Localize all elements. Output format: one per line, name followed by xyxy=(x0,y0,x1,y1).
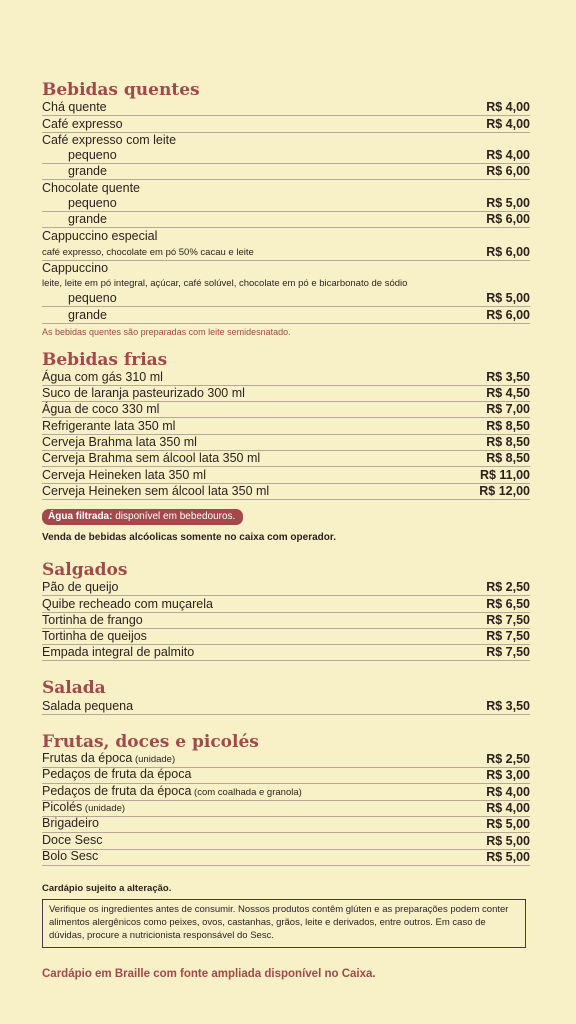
section-title-salada: Salada xyxy=(42,678,106,699)
section-title-cold: Bebidas frias xyxy=(42,349,168,370)
item-name: Doce Sesc xyxy=(42,832,103,847)
menu-item xyxy=(42,752,530,768)
menu-item xyxy=(42,291,530,307)
menu xyxy=(42,80,530,980)
item-name: Tortinha de frango xyxy=(42,612,143,627)
section-title-frutas: Frutas, doces e picolés xyxy=(42,731,259,752)
item-name: Empada integral de palmito xyxy=(42,645,195,660)
menu-item xyxy=(42,613,530,629)
item-name: Cerveja Brahma lata 350 ml xyxy=(42,435,197,450)
menu-item xyxy=(42,402,530,418)
item-name: Cerveja Brahma sem álcool lata 350 ml xyxy=(42,451,261,466)
item-name: Salada pequena xyxy=(42,698,134,713)
item-price: R$ 3,00 xyxy=(486,768,530,783)
menu-item xyxy=(42,418,530,434)
menu-item xyxy=(42,116,530,132)
item-price: R$ 2,50 xyxy=(486,752,530,767)
item-price: R$ 2,50 xyxy=(486,580,530,595)
item-price: R$ 7,50 xyxy=(486,645,530,660)
item-price: R$ 4,00 xyxy=(486,148,530,163)
item-price: R$ 4,00 xyxy=(486,784,530,799)
hot-drinks-note: As bebidas quentes são preparadas com leite semidesnatado. xyxy=(42,326,291,337)
item-name: Picolés xyxy=(42,799,83,814)
item-detail: (unidade) xyxy=(132,754,176,766)
item-price: R$ 3,50 xyxy=(486,698,530,713)
item-name: Pedaços de fruta da época xyxy=(42,783,192,798)
item-name: Chocolate quente xyxy=(42,180,140,195)
item-price: R$ 4,00 xyxy=(486,800,530,815)
item-price: R$ 5,00 xyxy=(486,817,530,832)
item-price: R$ 12,00 xyxy=(479,483,530,498)
menu-item xyxy=(42,451,530,467)
item-name: Bolo Sesc xyxy=(42,848,99,863)
menu-item xyxy=(42,801,530,817)
menu-item xyxy=(42,435,530,451)
menu-group-header xyxy=(42,228,530,243)
section-title-salgados: Salgados xyxy=(42,559,128,580)
menu-item xyxy=(42,596,530,612)
item-price: R$ 7,50 xyxy=(486,612,530,627)
menu-item xyxy=(42,467,530,483)
menu-item xyxy=(42,164,530,180)
item-detail: (com coalhada e granola) xyxy=(191,786,302,798)
item-name: grande xyxy=(68,212,107,227)
item-name: Quibe recheado com muçarela xyxy=(42,596,213,611)
item-price: R$ 11,00 xyxy=(479,467,530,482)
item-name: Cerveja Heineken sem álcool lata 350 ml xyxy=(42,483,270,498)
item-price: R$ 7,00 xyxy=(486,402,530,417)
item-price: R$ 4,00 xyxy=(486,100,530,115)
item-price: R$ 4,00 xyxy=(486,116,530,131)
item-name: pequeno xyxy=(68,148,117,163)
item-name: pequeno xyxy=(68,291,117,306)
menu-item xyxy=(42,629,530,645)
filtered-water-text: disponível em bebedouros. xyxy=(112,510,236,522)
item-name: Cappuccino xyxy=(42,260,109,275)
menu-item xyxy=(42,768,530,784)
item-price: R$ 5,00 xyxy=(486,833,530,848)
item-name: Cerveja Heineken lata 350 ml xyxy=(42,467,206,482)
item-name: Chá quente xyxy=(42,100,107,115)
filtered-water-label: Água filtrada: xyxy=(48,510,113,522)
menu-item xyxy=(42,833,530,849)
menu-item xyxy=(42,817,530,833)
braille-note: Cardápio em Braille com fonte ampliada disponível no Caixa. xyxy=(42,967,376,980)
menu-item xyxy=(42,370,530,386)
allergen-notice: Verifique os ingredientes antes de consumir. Nossos produtos contêm glúten e as preparações podem conter alimentos alergênicos como peixes, ovos, castanhas, grãos, leite e derivados, entre outros. Em caso de dúvidas, procure a nutricionista responsável do Sesc. xyxy=(42,899,526,948)
menu-item xyxy=(42,645,530,661)
menu-item xyxy=(42,307,530,323)
subject-to-change-note: Cardápio sujeito a alteração. xyxy=(42,882,172,894)
item-name: Café expresso xyxy=(42,116,123,131)
item-price: R$ 8,50 xyxy=(486,435,530,450)
item-description: café expresso, chocolate em pó 50% cacau e leite xyxy=(42,246,254,258)
item-price: R$ 5,00 xyxy=(486,849,530,864)
item-description: leite, leite em pó integral, açúcar, café solúvel, chocolate em pó e bicarbonato de sódio xyxy=(42,277,408,289)
item-price: R$ 8,50 xyxy=(486,451,530,466)
item-name: grande xyxy=(68,164,107,179)
item-price: R$ 5,00 xyxy=(486,196,530,211)
menu-item xyxy=(42,196,530,212)
item-name: grande xyxy=(68,307,107,322)
item-name: Pão de queijo xyxy=(42,580,119,595)
filtered-water-badge xyxy=(42,509,243,525)
item-name: Suco de laranja pasteurizado 300 ml xyxy=(42,386,245,401)
item-detail: (unidade) xyxy=(82,802,126,814)
item-price: R$ 6,00 xyxy=(486,307,530,322)
item-price: R$ 6,00 xyxy=(486,212,530,227)
item-price: R$ 7,50 xyxy=(486,629,530,644)
menu-item xyxy=(42,580,530,596)
menu-item xyxy=(42,386,530,402)
item-name: Água de coco 330 ml xyxy=(42,402,160,417)
item-name: Tortinha de queijos xyxy=(42,629,147,644)
menu-item xyxy=(42,212,530,228)
item-name: Pedaços de fruta da época xyxy=(42,767,192,782)
item-price: R$ 5,00 xyxy=(486,291,530,306)
menu-item xyxy=(42,698,530,714)
menu-group-header xyxy=(42,133,530,148)
menu-item xyxy=(42,484,530,500)
item-price: R$ 4,50 xyxy=(486,386,530,401)
item-price: R$ 6,00 xyxy=(486,164,530,179)
section-title-hot: Bebidas quentes xyxy=(42,80,200,100)
item-price: R$ 6,50 xyxy=(486,596,530,611)
item-name: Frutas da época xyxy=(42,751,133,766)
item-name: Brigadeiro xyxy=(42,816,99,831)
item-name: Café expresso com leite xyxy=(42,132,177,147)
item-price: R$ 6,00 xyxy=(486,244,530,259)
alcohol-note: Venda de bebidas alcóolicas somente no caixa com operador. xyxy=(42,531,336,543)
item-name: Refrigerante lata 350 ml xyxy=(42,418,176,433)
menu-item xyxy=(42,148,530,164)
menu-group-header xyxy=(42,180,530,195)
menu-item xyxy=(42,100,530,116)
item-price: R$ 8,50 xyxy=(486,418,530,433)
item-name: Cappuccino especial xyxy=(42,228,158,243)
menu-group-header xyxy=(42,261,530,276)
item-name: pequeno xyxy=(68,196,117,211)
item-price: R$ 3,50 xyxy=(486,369,530,384)
menu-item xyxy=(42,850,530,866)
menu-item xyxy=(42,244,530,261)
menu-item xyxy=(42,784,530,800)
item-name: Água com gás 310 ml xyxy=(42,369,163,384)
